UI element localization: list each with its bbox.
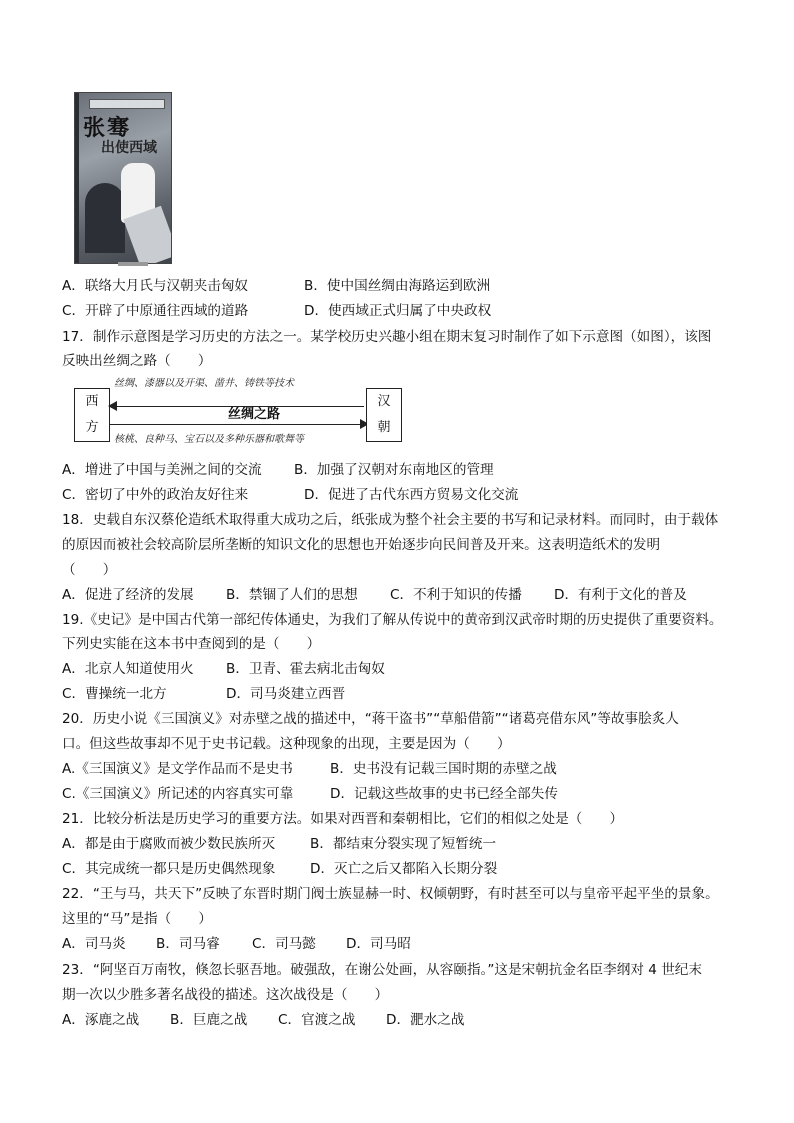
diagram-bottom-text: 核桃、良种马、宝石以及多种乐器和歌舞等: [114, 434, 304, 445]
book-banner: [89, 99, 165, 109]
q22-option-a[interactable]: A．司马炎: [62, 936, 126, 952]
q20-stem-line-1: 20．历史小说《三国演义》对赤壁之战的描述中，“蒋干盗书”“草船借箭”“诸葛亮借东风”等故事脍炙人: [62, 711, 679, 727]
q18-stem-line-1: 18．史载自东汉蔡伦造纸术取得重大成功之后，纸张成为整个社会主要的书写和记录材料。而同时，由于载体: [62, 512, 719, 528]
silk-road-diagram: [74, 374, 404, 444]
diagram-box-han: [366, 388, 402, 442]
q18-option-b[interactable]: B．禁锢了人们的思想: [226, 587, 358, 603]
arrow-to-han: [110, 424, 362, 425]
q18-stem-line-3: （ ）: [62, 562, 117, 578]
q19-option-d[interactable]: D．司马炎建立西晋: [226, 686, 346, 702]
q19-option-b[interactable]: B．卫青、霍去病北击匈奴: [226, 661, 385, 677]
q16-option-b[interactable]: B．使中国丝绸由海路运到欧洲: [304, 278, 491, 294]
q21-option-a[interactable]: A．都是由于腐败而被少数民族所灭: [62, 836, 276, 852]
diagram-box-west: [74, 388, 110, 442]
book-spine: [75, 93, 79, 263]
book-cover-image: [74, 92, 172, 264]
q17-stem-line-1: 17．制作示意图是学习历史的方法之一。某学校历史兴趣小组在期末复习时制作了如下示意图（如图），该图: [62, 329, 712, 345]
q18-option-c[interactable]: C．不利于知识的传播: [390, 587, 522, 603]
book-figure-dark: [85, 183, 125, 253]
q20-option-d[interactable]: D．记载这些故事的史书已经全部失传: [330, 786, 558, 802]
q22-stem-line-2: 这里的“马”是指（ ）: [62, 911, 213, 927]
q16-option-c[interactable]: C．开辟了中原通往西域的道路: [62, 303, 249, 319]
diagram-top-text: 丝绸、漆器以及开渠、凿井、铸铁等技术: [114, 378, 294, 389]
q23-option-b[interactable]: B．巨鹿之战: [170, 1012, 248, 1028]
q21-stem-line-1: 21．比较分析法是历史学习的重要方法。如果对西晋和秦朝相比，它们的相似之处是（ ）: [62, 811, 624, 827]
q21-option-c[interactable]: C．其完成统一都只是历史偶然现象: [62, 861, 276, 877]
q19-stem-line-2: 下列史实能在这本书中查阅到的是（ ）: [62, 636, 321, 652]
q22-stem-line-1: 22．“王与马，共天下”反映了东晋时期门阀士族显赫一时、权倾朝野，有时甚至可以与皇帝平起平坐的景象。: [62, 886, 719, 902]
q16-option-d[interactable]: D．使西域正式归属了中央政权: [304, 303, 492, 319]
q17-stem-line-2: 反映出丝绸之路（ ）: [62, 353, 212, 369]
q23-option-a[interactable]: A．涿鹿之战: [62, 1012, 140, 1028]
book-caption-mark: [118, 262, 148, 266]
book-title-line-2: 出使西域: [101, 140, 157, 156]
q18-stem-line-2: 的原因而被社会较高阶层所垄断的知识文化的思想也开始逐步向民间普及开来。这表明造纸术的发明: [62, 537, 661, 553]
q23-stem-line-2: 期一次以少胜多著名战役的描述。这次战役是（ ）: [62, 987, 389, 1003]
q21-option-b[interactable]: B．都结束分裂实现了短暂统一: [310, 836, 497, 852]
q18-option-a[interactable]: A．促进了经济的发展: [62, 587, 194, 603]
west-char-2: 方: [85, 420, 99, 435]
q17-option-d[interactable]: D．促进了古代东西方贸易文化交流: [304, 487, 519, 503]
q23-stem-line-1: 23．“阿坚百万南牧，倏忽长驱吾地。破强敌，在谢公处画，从容颐指。”这是宋朝抗金名臣李纲对 4 世纪末: [62, 962, 702, 978]
q20-option-c[interactable]: C.《三国演义》所记述的内容真实可靠: [62, 786, 294, 802]
q17-option-a[interactable]: A．增进了中国与美洲之间的交流: [62, 462, 262, 478]
q17-option-c[interactable]: C．密切了中外的政治友好往来: [62, 487, 249, 503]
han-char-2: 朝: [377, 420, 391, 435]
book-title-line-1: 张骞: [83, 115, 132, 141]
q17-option-b[interactable]: B．加强了汉朝对东南地区的管理: [294, 462, 494, 478]
q22-option-b[interactable]: B．司马睿: [156, 936, 220, 952]
q19-option-a[interactable]: A．北京人知道使用火: [62, 661, 194, 677]
q22-option-c[interactable]: C．司马懿: [252, 936, 316, 952]
q21-option-d[interactable]: D．灭亡之后又都陷入长期分裂: [310, 861, 498, 877]
q18-option-d[interactable]: D．有利于文化的普及: [554, 587, 687, 603]
han-char-1: 汉: [377, 394, 391, 409]
q22-option-d[interactable]: D．司马昭: [346, 936, 411, 952]
q20-option-a[interactable]: A.《三国演义》是文学作品而不是史书: [62, 761, 293, 777]
q19-stem-line-1: 19.《史记》是中国古代第一部纪传体通史，为我们了解从传说中的黄帝到汉武帝时期的历史提供了重要资料。: [62, 612, 723, 628]
q20-stem-line-2: 口。但这些故事却不见于史书记载。这种现象的出现，主要是因为（ ）: [62, 736, 511, 752]
diagram-center-label: 丝绸之路: [227, 407, 280, 422]
q19-option-c[interactable]: C．曹操统一北方: [62, 686, 167, 702]
q23-option-c[interactable]: C．官渡之战: [278, 1012, 356, 1028]
q23-option-d[interactable]: D．淝水之战: [386, 1012, 465, 1028]
west-char-1: 西: [85, 394, 99, 409]
arrow-head-left: [108, 401, 117, 411]
q20-option-b[interactable]: B．史书没有记载三国时期的赤壁之战: [330, 761, 557, 777]
q16-option-a[interactable]: A．联络大月氏与汉朝夹击匈奴: [62, 278, 249, 294]
